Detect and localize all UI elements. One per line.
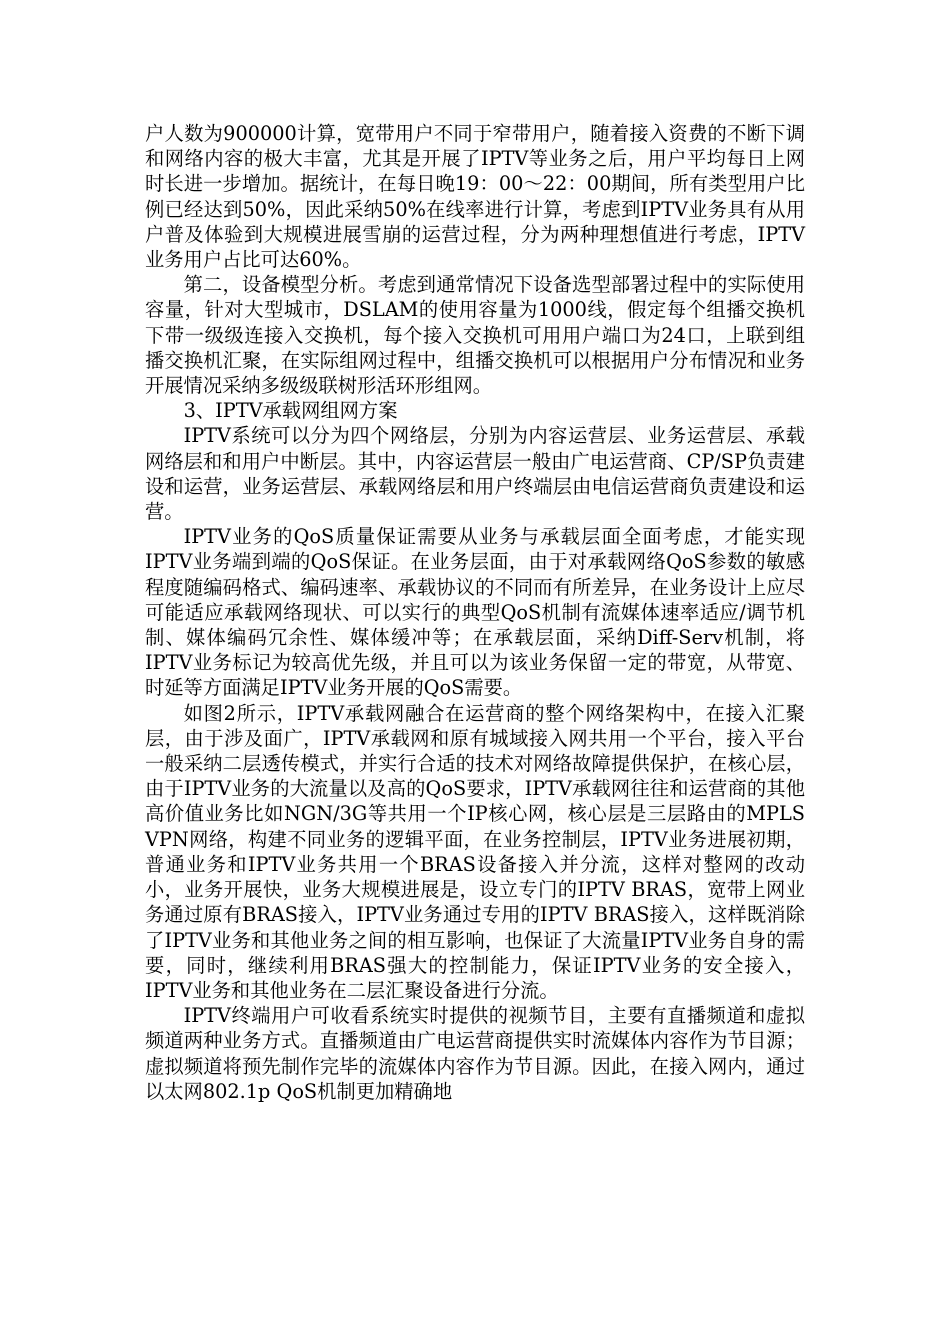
paragraph-network-layers: IPTV系统可以分为四个网络层，分别为内容运营层、业务运营层、承载网络层和和用户中断层。其中，内容运营层一般由广电运营商、CP/SP负责建设和运营，业务运营层、承载网络层和用户终端层由电信运营商负责建设和运营。 xyxy=(145,424,805,524)
paragraph-user-count: 户人数为900000计算，宽带用户不同于窄带用户，随着接入资费的不断下调和网络内容的极大丰富，尤其是开展了IPTV等业务之后，用户平均每日上网时长进一步增加。据统计，在每日晚19：00～22：00期间，所有类型用户比例已经达到50%，因此采纳50%在线率进行计算，考虑到IPTV业务具有从用户普及体验到大规模进展雪崩的运营过程，分为两种理想值进行考虑，IPTV业务用户占比可达60%。 xyxy=(145,122,805,272)
paragraph-terminal-users: IPTV终端用户可收看系统实时提供的视频节目，主要有直播频道和虚拟频道两种业务方式。直播频道由广电运营商提供实时流媒体内容作为节目源；虚拟频道将预先制作完毕的流媒体内容作为节目源。因此，在接入网内，通过以太网802.1p QoS机制更加精确地 xyxy=(145,1004,805,1103)
paragraph-figure2: 如图2所示，IPTV承载网融合在运营商的整个网络架构中，在接入汇聚层，由于涉及面广，IPTV承载网和原有城域接入网共用一个平台，接入平台一般采纳二层透传模式，并实行合适的技术对网络故障提供保护，在核心层，由于IPTV业务的大流量以及高的QoS要求，IPTV承载网往往和运营商的其他高价值业务比如NGN/3G等共用一个IP核心网，核心层是三层路由的MPLS VPN网络，构建不同业务的逻辑平面，在业务控制层，IPTV业务进展初期，普通业务和IPTV业务共用一个BRAS设备接入并分流，这样对整网的改动小，业务开展快，业务大规模进展是，设立专门的IPTV BRAS，宽带上网业务通过原有BRAS接入，IPTV业务通过专用的IPTV BRAS接入，这样既消除了IPTV业务和其他业务之间的相互影响，也保证了大流量IPTV业务自身的需要，同时，继续利用BRAS强大的控制能力，保证IPTV业务的安全接入，IPTV业务和其他业务在二层汇聚设备进行分流。 xyxy=(145,701,805,1002)
section-heading-iptv-network: 3、IPTV承载网组网方案 xyxy=(183,399,398,423)
paragraph-qos: IPTV业务的QoS质量保证需要从业务与承载层面全面考虑，才能实现IPTV业务端到端的QoS保证。在业务层面，由于对承载网络QoS参数的敏感程度随编码格式、编码速率、承载协议的不同而有所差异，在业务设计上应尽可能适应承载网络现状、可以实行的典型QoS机制有流媒体速率适应/调节机制、媒体编码冗余性、媒体缓冲等；在承载层面，采纳Diff-Serv机制，将IPTV业务标记为较高优先级，并且可以为该业务保留一定的带宽，从带宽、时延等方面满足IPTV业务开展的QoS需要。 xyxy=(145,525,805,700)
document-page xyxy=(145,121,805,1104)
paragraph-device-model: 第二，设备模型分析。考虑到通常情况下设备选型部署过程中的实际使用容量，针对大型城市，DSLAM的使用容量为1000线，假定每个组播交换机下带一级级连接入交换机，每个接入交换机可用用户端口为24口，上联到组播交换机汇聚，在实际组网过程中，组播交换机可以根据用户分布情况和业务开展情况采纳多级级联树形活环形组网。 xyxy=(145,273,805,398)
